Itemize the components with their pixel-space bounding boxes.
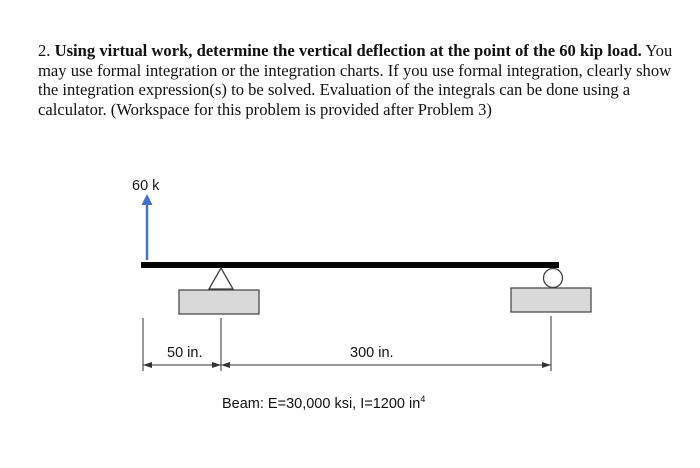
left-support-block	[179, 290, 259, 314]
roller-support	[544, 269, 563, 288]
pin-support	[209, 268, 233, 289]
beam	[141, 262, 559, 268]
dim-arrow-right	[542, 362, 551, 368]
dimension-label-left: 50 in.	[167, 345, 203, 361]
problem-number: 2.	[38, 41, 51, 60]
dim-arrow-mid-right	[221, 362, 230, 368]
problem-body: You may use formal integration or the integration charts. If you use formal integration, clearly show the integration expression(s) to be solved. Evaluation of the integrals can be done using a calculator. (Workspace for this problem is provided after Problem 3)	[38, 41, 673, 119]
load-arrow-head	[142, 194, 153, 205]
load-label: 60 k	[132, 178, 160, 194]
right-support-block	[511, 288, 591, 312]
beam-properties-exponent: 4	[420, 394, 426, 404]
dim-arrow-left	[143, 362, 152, 368]
problem-heading: Using virtual work, determine the vertical deflection at the point of the 60 kip load.	[54, 41, 642, 60]
beam-properties-text: Beam: E=30,000 ksi, I=1200 in	[222, 396, 421, 412]
dimension-label-span: 300 in.	[350, 345, 394, 361]
beam-properties	[222, 394, 425, 412]
dim-arrow-mid-left	[212, 362, 221, 368]
